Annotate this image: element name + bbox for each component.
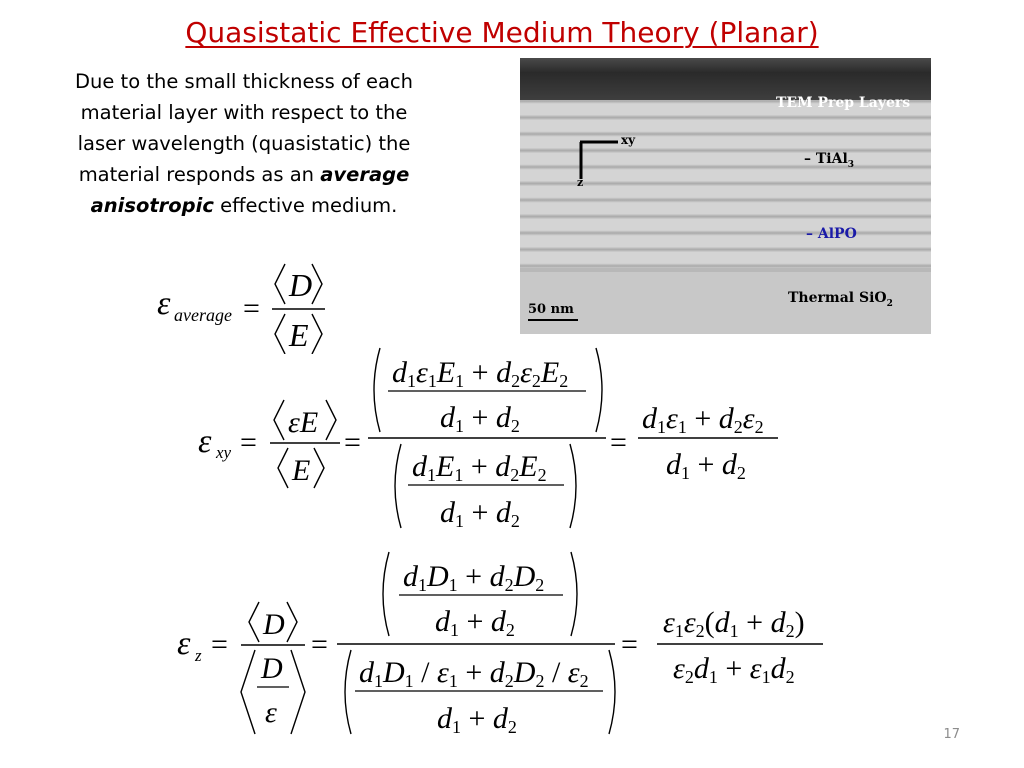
- label-tial3: – TiAl$_3$: [804, 151, 855, 170]
- label-axis-xy: xy: [621, 133, 636, 147]
- equation-average-svg: [155, 258, 335, 354]
- intro-emphasis-anisotropic: anisotropic: [90, 194, 214, 217]
- svg-text:ε: ε: [177, 625, 191, 662]
- page-number: 17: [943, 727, 960, 742]
- label-tem-prep-layers: TEM Prep Layers: [776, 95, 911, 111]
- label-alpo: – AlPO: [806, 226, 857, 242]
- equation-epsilon-z: [175, 548, 825, 738]
- svg-text:=: =: [344, 426, 361, 459]
- svg-text:E: E: [292, 454, 311, 487]
- svg-text:ε: ε: [265, 696, 277, 729]
- svg-text:D: D: [263, 608, 285, 641]
- equation-xy-svg: [196, 344, 786, 534]
- svg-text:=: =: [211, 628, 228, 661]
- svg-text:d1ε1 + d2ε2: d1ε1 + d2ε2: [642, 402, 764, 437]
- svg-text:=: =: [243, 292, 260, 325]
- equation-z-svg: [175, 548, 825, 738]
- equation-epsilon-xy: [196, 344, 786, 534]
- svg-text:d1 + d2: d1 + d2: [440, 401, 520, 436]
- svg-text:E: E: [289, 317, 309, 353]
- svg-text:d1 + d2: d1 + d2: [666, 448, 746, 483]
- svg-text:D: D: [289, 267, 313, 303]
- tem-micrograph: [520, 58, 931, 334]
- svg-text:d1ε1E1 + d2ε2E2: d1ε1E1 + d2ε2E2: [392, 356, 569, 391]
- equation-epsilon-average: [155, 258, 335, 354]
- svg-text:=: =: [610, 426, 627, 459]
- svg-text:d1D1 + d2D2: d1D1 + d2D2: [403, 560, 545, 595]
- svg-text:xy: xy: [216, 443, 232, 462]
- svg-text:d1 + d2: d1 + d2: [440, 496, 520, 531]
- intro-paragraph: [72, 66, 416, 221]
- intro-text-2: effective medium.: [220, 194, 398, 217]
- svg-text:average: average: [174, 305, 232, 325]
- svg-text:D: D: [261, 652, 283, 685]
- svg-text:d1 + d2: d1 + d2: [435, 605, 515, 640]
- svg-text:=: =: [311, 628, 328, 661]
- slide-title: Quasistatic Effective Medium Theory (Planar): [185, 16, 819, 49]
- intro-emphasis-average: average: [320, 163, 410, 186]
- svg-text:d1D1 / ε1 + d2D2 / ε2: d1D1 / ε1 + d2D2 / ε2: [359, 656, 589, 691]
- svg-text:ε1ε2(d1 + d2): ε1ε2(d1 + d2): [663, 606, 805, 641]
- svg-text:ε: ε: [157, 285, 171, 322]
- label-scale-bar: 50 nm: [528, 302, 574, 317]
- intro-text-1: Due to the small thickness of each material layer with respect to the laser wavelength (quasistatic) the material responds as an: [74, 70, 413, 186]
- svg-text:=: =: [621, 628, 638, 661]
- svg-text:ε: ε: [198, 423, 212, 460]
- svg-text:z: z: [195, 646, 202, 665]
- svg-text:d1E1 + d2E2: d1E1 + d2E2: [412, 450, 547, 485]
- label-thermal-sio2: Thermal SiO$_2$: [788, 290, 893, 309]
- svg-text:d1 + d2: d1 + d2: [437, 702, 517, 737]
- svg-text:εE: εE: [288, 406, 319, 439]
- label-axis-z: z: [577, 176, 584, 189]
- svg-text:=: =: [240, 426, 257, 459]
- svg-text:ε2d1 + ε1d2: ε2d1 + ε1d2: [673, 652, 795, 687]
